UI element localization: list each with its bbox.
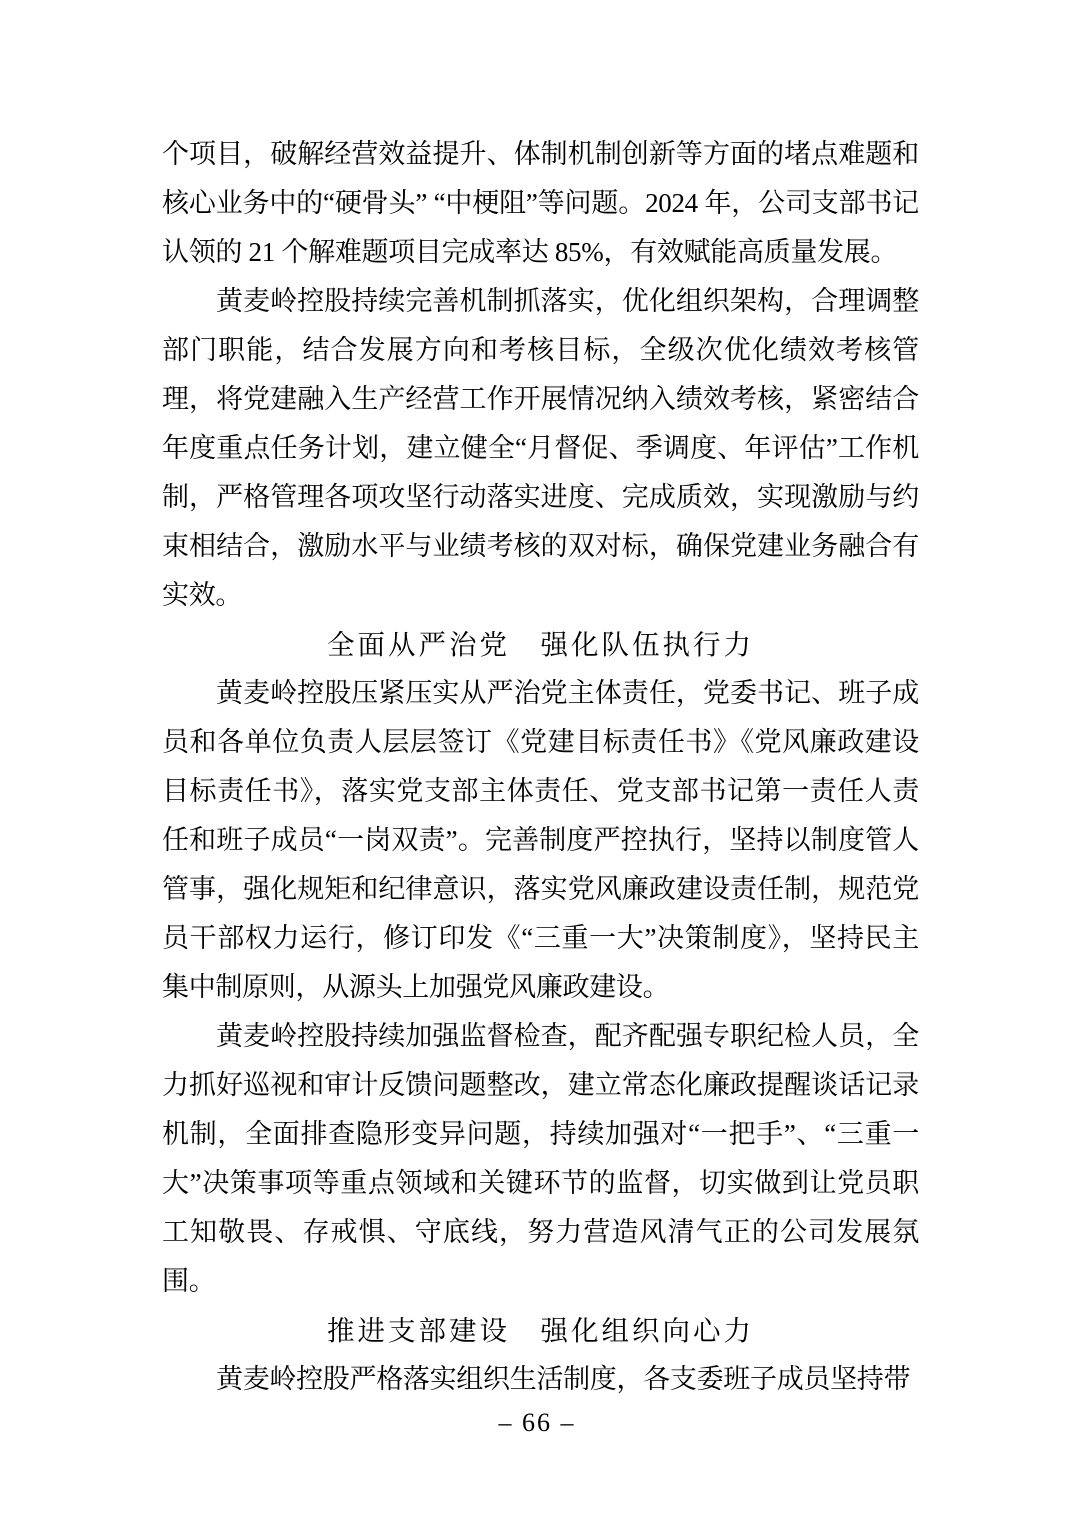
section-heading-party-discipline: 全面从严治党 强化队伍执行力 (327, 629, 754, 660)
document-body (162, 130, 919, 1404)
page-footer (0, 1405, 1074, 1441)
paragraph-continuation: 个项目，破解经营效益提升、体制机制创新等方面的堵点难题和核心业务中的“硬骨头” “中梗阻”等问题。2024 年，公司支部书记认领的 21 个解难题项目完成率达 85%，有效赋能高质量发展。 (162, 139, 919, 267)
paragraph-organization-life: 黄麦岭控股严格落实组织生活制度，各支委班子成员坚持带 (216, 1364, 911, 1394)
section-heading-branch-building: 推进支部建设 强化组织向心力 (327, 1315, 754, 1346)
paragraph-mechanism-implementation: 黄麦岭控股持续完善机制抓落实，优化组织架构，合理调整部门职能，结合发展方向和考核目标，全级次优化绩效考核管理，将党建融入生产经营工作开展情况纳入绩效考核，紧密结合年度重点任务计划，建立健全“月督促、季调度、年评估”工作机制，严格管理各项攻坚行动落实进度、完成质效，实现激励与约束相结合，激励水平与业绩考核的双对标，确保党建业务融合有实效。 (162, 286, 919, 610)
paragraph-supervision-inspection: 黄麦岭控股持续加强监督检查，配齐配强专职纪检人员，全力抓好巡视和审计反馈问题整改，建立常态化廉政提醒谈话记录机制，全面排查隐形变异问题，持续加强对“一把手”、“三重一大”决策事项等重点领域和关键环节的监督，切实做到让党员职工知敬畏、存戒惧、守底线，努力营造风清气正的公司发展氛围。 (162, 1021, 919, 1296)
paragraph-responsibility-system: 黄麦岭控股压紧压实从严治党主体责任，党委书记、班子成员和各单位负责人层层签订《党建目标责任书》《党风廉政建设目标责任书》，落实党支部主体责任、党支部书记第一责任人责任和班子成员“一岗双责”。完善制度严控执行，坚持以制度管人管事，强化规矩和纪律意识，落实党风廉政建设责任制，规范党员干部权力运行，修订印发《“三重一大”决策制度》，坚持民主集中制原则，从源头上加强党风廉政建设。 (162, 678, 919, 1002)
page-number: – 66 – (498, 1408, 576, 1437)
